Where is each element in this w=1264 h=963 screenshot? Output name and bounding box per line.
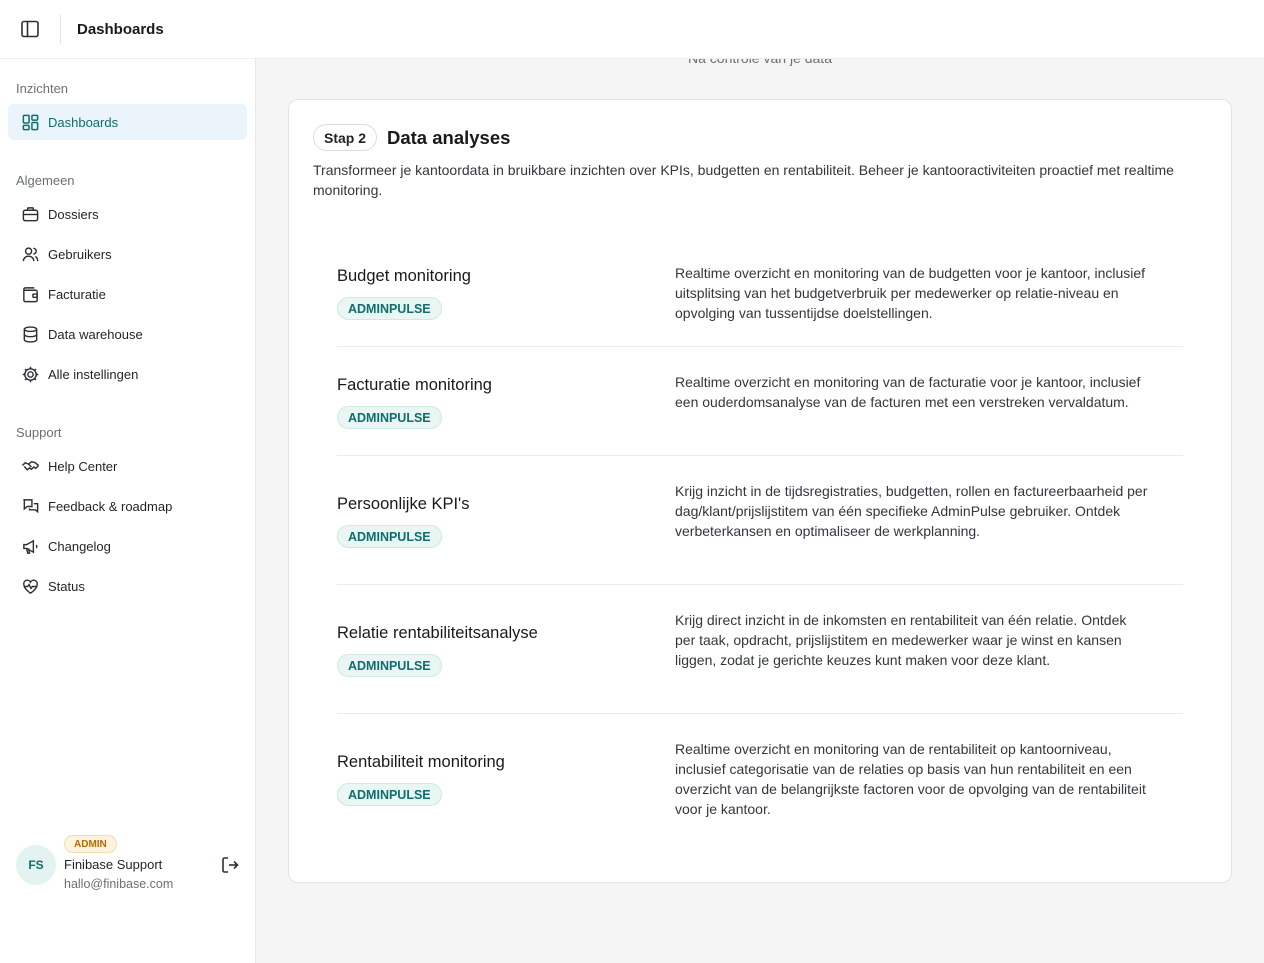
sidebar-item-status[interactable] [8, 568, 247, 604]
sidebar-item-dossiers[interactable] [8, 196, 247, 232]
wallet-icon [20, 284, 40, 304]
role-badge: ADMIN [64, 835, 117, 853]
nav-section-algemeen: Algemeen [16, 173, 75, 188]
step-title: Data analyses [387, 127, 511, 148]
sidebar-item-gebruikers[interactable] [8, 236, 247, 272]
sidebar-item-feedback-roadmap[interactable] [8, 488, 247, 524]
top-bar [0, 0, 1264, 59]
user-name: Finibase Support [64, 857, 163, 872]
messages-icon [20, 496, 40, 516]
item-badge: ADMINPULSE [337, 654, 442, 677]
item-badge: ADMINPULSE [337, 525, 442, 548]
sidebar-item-label: Facturatie [48, 286, 106, 302]
header-divider [60, 14, 61, 44]
list-item-rentabiliteit-monitoring[interactable] [337, 714, 1183, 843]
nav-section-support: Support [16, 425, 62, 440]
list-item-budget-monitoring[interactable] [337, 245, 1183, 347]
sidebar-item-label: Changelog [48, 538, 111, 554]
sidebar-item-label: Help Center [48, 458, 118, 474]
user-email: hallo@finibase.com [64, 877, 174, 891]
sidebar-item-alle-instellingen[interactable] [8, 356, 247, 392]
handshake-icon [20, 456, 40, 476]
item-badge: ADMINPULSE [337, 406, 442, 429]
briefcase-icon [20, 204, 40, 224]
logout-icon [220, 855, 240, 875]
item-description: Realtime overzicht en monitoring van de budgetten voor je kantoor, inclusief uitsplitsing van het budgetverbruik per medewerker op relatie-niveau en opvolging van tussentijdse doelstellingen. [675, 265, 1146, 321]
nav-section-inzichten: Inzichten [16, 81, 69, 96]
sidebar-item-label: Data warehouse [48, 326, 143, 342]
item-badge: ADMINPULSE [337, 297, 442, 320]
step-pill: Stap 2 [313, 124, 377, 151]
sidebar-item-label: Feedback & roadmap [48, 498, 173, 514]
list-item-persoonlijke-kpis[interactable] [337, 456, 1183, 585]
megaphone-icon [20, 536, 40, 556]
avatar[interactable]: FS [16, 845, 56, 885]
sidebar-item-changelog[interactable] [8, 528, 247, 564]
user-profile [16, 835, 246, 895]
item-title: Persoonlijke KPI's [337, 495, 470, 513]
sidebar-toggle-icon [20, 19, 40, 39]
sidebar [0, 59, 256, 963]
logout-button[interactable] [218, 853, 242, 877]
item-description: Realtime overzicht en monitoring van de facturatie voor je kantoor, inclusief een ouderdomsanalyse van de facturen met een verstreken vervaldatum. [675, 374, 1141, 410]
step-description: Transformeer je kantoordata in bruikbare inzichten over KPIs, budgetten en rentabiliteit. Beheer je kantooractiviteiten proactief met realtime monitoring. [313, 162, 1174, 198]
main-content [256, 59, 1264, 963]
sidebar-item-label: Dashboards [48, 114, 119, 130]
item-title: Facturatie monitoring [337, 376, 492, 394]
item-title: Rentabiliteit monitoring [337, 753, 505, 771]
list-item-relatie-rentabiliteitsanalyse[interactable] [337, 585, 1183, 714]
item-title: Budget monitoring [337, 267, 471, 285]
database-icon [20, 324, 40, 344]
item-description: Realtime overzicht en monitoring van de rentabiliteit op kantoorniveau, inclusief categorisatie van de relaties op basis van hun rentabiliteit en een overzicht van de belangrijkste factoren voor de opvolging van de rentabiliteit voor je kantoor. [675, 741, 1146, 817]
item-title: Relatie rentabiliteitsanalyse [337, 624, 538, 642]
item-badge: ADMINPULSE [337, 783, 442, 806]
sidebar-item-label: Alle instellingen [48, 366, 139, 382]
page-title: Dashboards [77, 20, 164, 38]
sidebar-item-data-warehouse[interactable] [8, 316, 247, 352]
sidebar-item-facturatie[interactable] [8, 276, 247, 312]
list-item-facturatie-monitoring[interactable] [337, 347, 1183, 456]
step-card [288, 99, 1232, 883]
sidebar-item-label: Dossiers [48, 206, 99, 222]
dashboard-icon [20, 112, 40, 132]
sidebar-item-label: Status [48, 578, 85, 594]
sidebar-item-dashboards[interactable] [8, 104, 247, 140]
item-description: Krijg direct inzicht in de inkomsten en rentabiliteit van één relatie. Ontdek per taak, opdracht, prijslijstitem en medewerker waar je winst en kansen liggen, zodat je gerichte keuzes kunt maken voor deze klant. [675, 612, 1127, 668]
sidebar-item-label: Gebruikers [48, 246, 112, 262]
sidebar-toggle-button[interactable] [16, 15, 44, 43]
heart-pulse-icon [20, 576, 40, 596]
sidebar-item-help-center[interactable] [8, 448, 247, 484]
gear-icon [20, 364, 40, 384]
item-description: Krijg inzicht in de tijdsregistraties, budgetten, rollen en factureerbaarheid per dag/klant/prijslijstitem van één specifieke AdminPulse gebruiker. Ontdek verbeterkansen en optimaliseer de werkplanning. [675, 483, 1148, 539]
users-icon [20, 244, 40, 264]
